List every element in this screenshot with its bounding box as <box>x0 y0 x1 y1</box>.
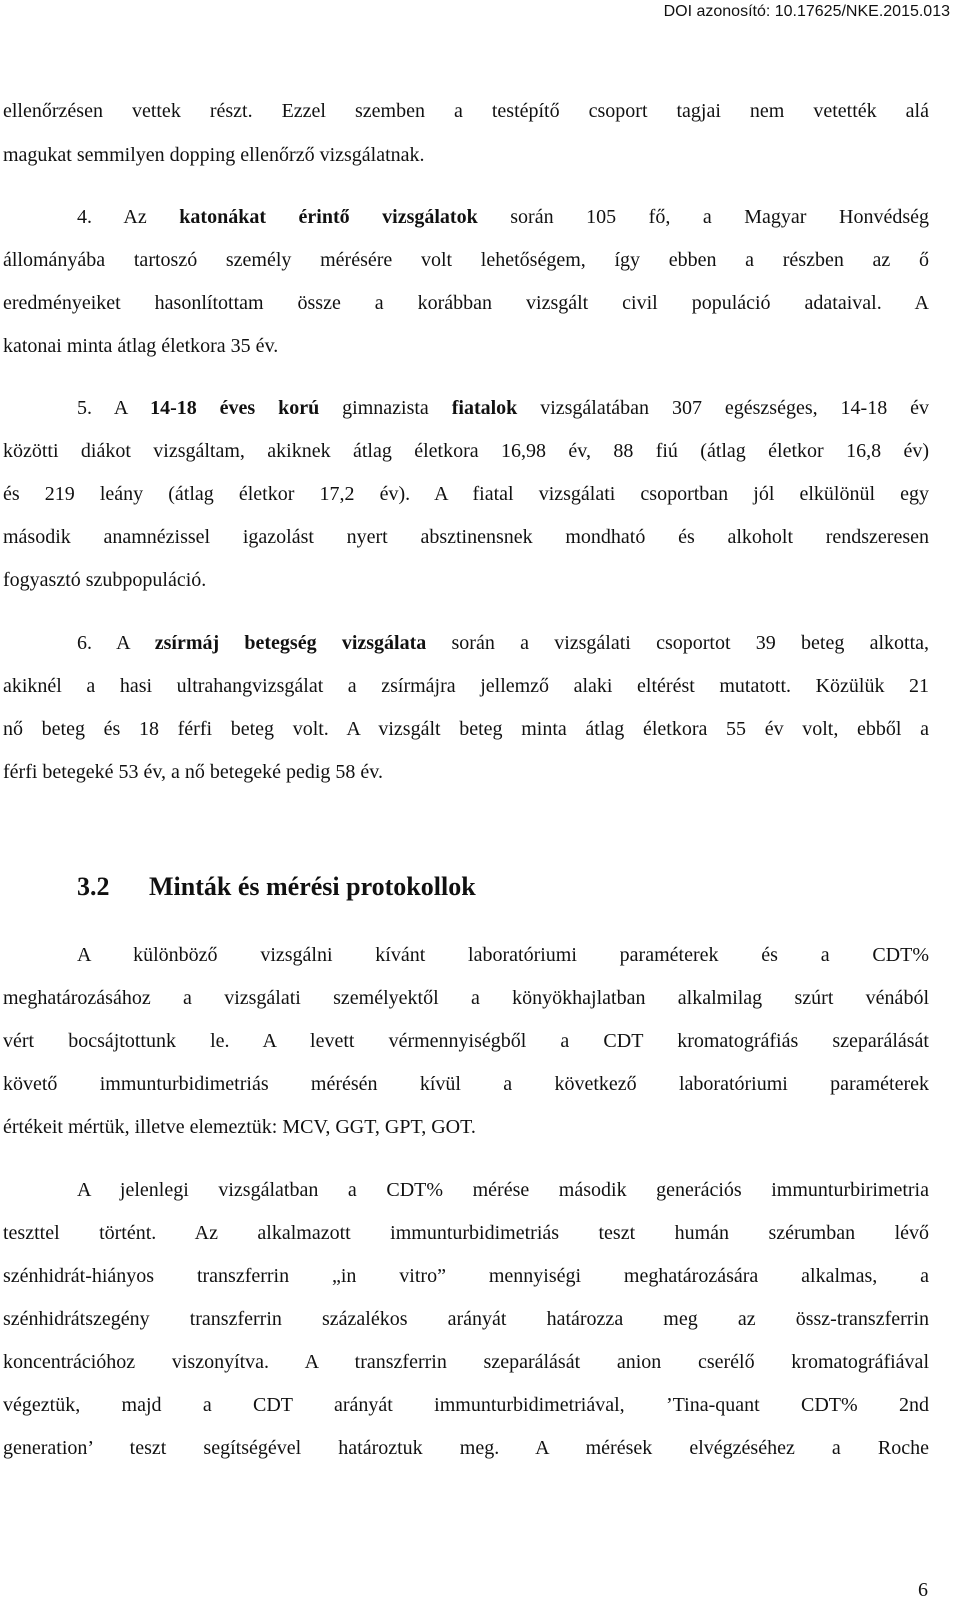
text-line: férfi betegeké 53 év, a nő betegeké pedig 58 év. <box>3 761 384 783</box>
text-line: teszttel történt. Az alkalmazott immunturbidimetriás teszt humán szérumban lévő <box>3 1222 929 1244</box>
bold-term: zsírmáj betegség vizsgálata <box>154 632 427 654</box>
bold-term: fiatalok <box>451 397 518 419</box>
page-number: 6 <box>918 1579 928 1601</box>
text-line: állományába tartoszó személy mérésére volt lehetőségem, így ebben a részben az ő <box>3 249 929 271</box>
text-line: szénhidrát-hiányos transzferrin „in vitro” mennyiségi meghatározására alkalmas, a <box>3 1265 929 1287</box>
text-line: vért bocsájtottunk le. A levett vérmennyiségből a CDT kromatográfiás szeparálását <box>3 1030 929 1052</box>
text-line: értékeit mértük, illetve elemeztük: MCV, GGT, GPT, GOT. <box>3 1116 476 1138</box>
section-heading <box>77 872 476 902</box>
section-number: 3.2 <box>77 872 110 901</box>
text-line: szénhidrátszegény transzferrin százalékos arányát határozza meg az össz-transzferrin <box>3 1308 929 1330</box>
text-line: közötti diákot vizsgáltam, akiknek átlag életkora 16,98 év, 88 fiú (átlag életkor 16,8 év) <box>3 440 929 462</box>
text-line: A jelenlegi vizsgálatban a CDT% mérése második generációs immunturbirimetria <box>77 1179 929 1201</box>
text-line: magukat semmilyen dopping ellenőrző vizsgálatnak. <box>3 144 425 166</box>
text-line: akiknél a hasi ultrahangvizsgálat a zsírmájra jellemző alaki eltérést mutatott. Közülük 21 <box>3 675 929 697</box>
text-line: eredményeiket hasonlítottam össze a korábban vizsgált civil populáció adataival. A <box>3 292 929 314</box>
text-line: nő beteg és 18 férfi beteg volt. A vizsgált beteg minta átlag életkora 55 év volt, ebből a <box>3 718 929 740</box>
bold-term: katonákat érintő vizsgálatok <box>179 206 478 228</box>
text-line: második anamnézissel igazolást nyert absztinensnek mondható és alkoholt rendszeresen <box>3 526 929 548</box>
text-line: ellenőrzésen vettek részt. Ezzel szemben a testépítő csoport tagjai nem vetették alá <box>3 100 929 122</box>
text-line: A különböző vizsgálni kívánt laboratóriumi paraméterek és a CDT% <box>77 944 929 966</box>
bold-term: 14-18 éves korú <box>150 397 320 419</box>
text-line: katonai minta átlag életkora 35 év. <box>3 335 279 357</box>
text-line-item-4: 4. Az katonákat érintő vizsgálatok során 105 fő, a Magyar Honvédség <box>77 206 929 228</box>
text-line: meghatározásához a vizsgálati személyektől a könyökhajlatban alkalmilag szúrt vénából <box>3 987 929 1009</box>
text-line: fogyasztó szubpopuláció. <box>3 569 207 591</box>
section-title: Minták és mérési protokollok <box>149 872 476 901</box>
text-line-item-5: 5. A 14-18 éves korú gimnazista fiatalok vizsgálatában 307 egészséges, 14-18 év <box>77 397 930 419</box>
doi-header: DOI azonosító: 10.17625/NKE.2015.013 <box>663 3 950 20</box>
text-line: végeztük, majd a CDT arányát immunturbidimetriával, ’Tina-quant CDT% 2nd <box>3 1394 929 1416</box>
text-line: és 219 leány (átlag életkor 17,2 év). A fiatal vizsgálati csoportban jól elkülönül egy <box>3 483 929 505</box>
text-line: koncentrációhoz viszonyítva. A transzferrin szeparálását anion cserélő kromatográfiával <box>3 1351 929 1373</box>
text-line: generation’ teszt segítségével határoztuk meg. A mérések elvégzéséhez a Roche <box>3 1437 929 1459</box>
text-line-item-6: 6. A zsírmáj betegség vizsgálata során a vizsgálati csoportot 39 beteg alkotta, <box>77 632 929 654</box>
text-line: követő immunturbidimetriás mérésén kívül a következő laboratóriumi paraméterek <box>3 1073 929 1095</box>
